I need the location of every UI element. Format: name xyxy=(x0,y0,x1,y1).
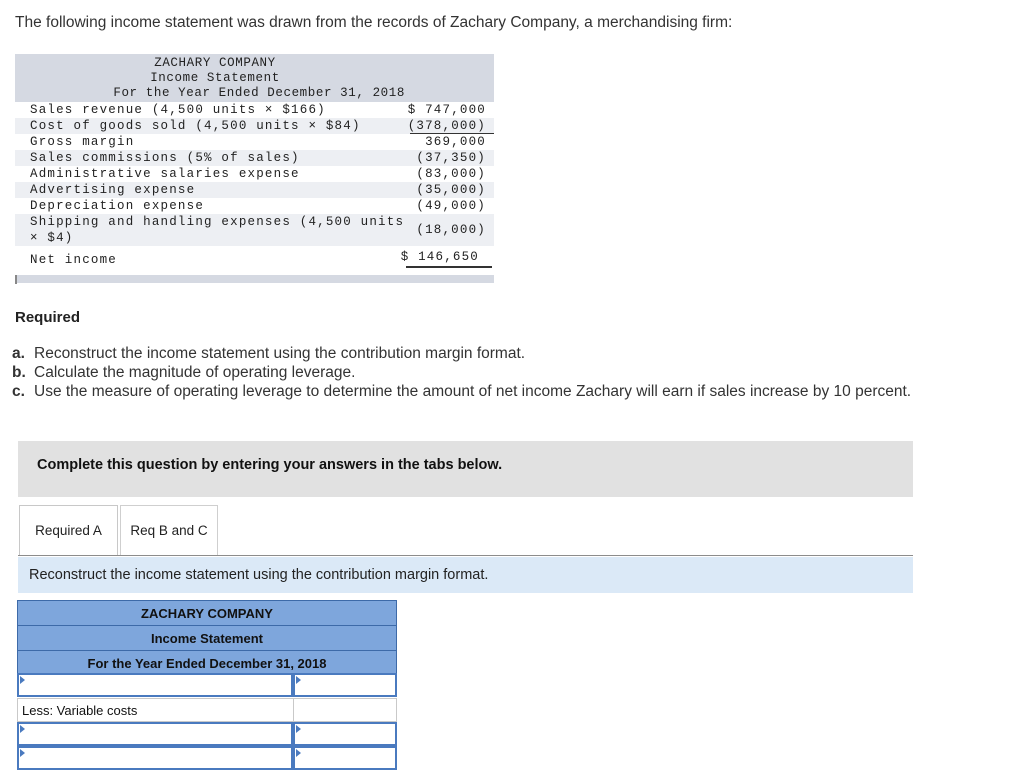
row-label: Advertising expense xyxy=(30,183,196,197)
tab-required-a[interactable] xyxy=(19,505,118,555)
row-label: Net income xyxy=(30,253,118,267)
row-value: (37,350) xyxy=(416,151,486,165)
answer-company: ZACHARY COMPANY xyxy=(17,600,397,626)
tab-label: Required A xyxy=(35,523,102,538)
required-item xyxy=(12,364,911,383)
instructions-box xyxy=(18,441,913,497)
line-item-select[interactable] xyxy=(17,746,293,770)
row-value: (49,000) xyxy=(416,199,486,213)
item-letter: a. xyxy=(12,345,25,362)
answer-title: Income Statement xyxy=(17,625,397,651)
total-double-underline xyxy=(406,266,492,268)
row-value: $ 146,650 xyxy=(400,250,479,264)
row-label: Shipping and handling expenses (4,500 units xyxy=(30,215,405,229)
statement-row xyxy=(15,166,494,182)
intro-text: The following income statement was drawn from the records of Zachary Company, a merchandising firm: xyxy=(15,14,733,31)
statement-row xyxy=(15,150,494,166)
item-text: Reconstruct the income statement using the contribution margin format. xyxy=(34,345,526,362)
statement-title: Income Statement xyxy=(150,71,280,85)
statement-footer-bar xyxy=(15,275,494,283)
amount-input[interactable] xyxy=(293,673,397,697)
row-value: 369,000 xyxy=(425,135,486,149)
row-label: Cost of goods sold (4,500 units × $84) xyxy=(30,119,361,133)
dropdown-marker-icon xyxy=(296,676,301,684)
statement-period: For the Year Ended December 31, 2018 xyxy=(113,86,405,100)
source-income-statement xyxy=(15,54,494,284)
answer-row xyxy=(17,673,397,697)
statement-row xyxy=(15,198,494,214)
dropdown-marker-icon xyxy=(20,676,25,684)
statement-header xyxy=(15,54,494,102)
instructions-text: Complete this question by entering your answers in the tabs below. xyxy=(37,457,503,473)
row-value: (378,000) xyxy=(407,119,486,133)
row-label: Depreciation expense xyxy=(30,199,205,213)
statement-row xyxy=(15,182,494,198)
amount-input[interactable] xyxy=(293,722,397,746)
row-label-continued: × $4) xyxy=(30,231,74,245)
variable-costs-label: Less: Variable costs xyxy=(17,698,294,722)
required-list xyxy=(12,345,911,402)
item-letter: c. xyxy=(12,383,25,400)
item-text: Use the measure of operating leverage to determine the amount of net income Zachary will earn if sales increase by 10 percent. xyxy=(34,383,912,400)
answer-period: For the Year Ended December 31, 2018 xyxy=(17,650,397,676)
statement-row xyxy=(15,102,494,118)
statement-row xyxy=(15,134,494,150)
tab-instruction-text: Reconstruct the income statement using the contribution margin format. xyxy=(29,567,489,583)
required-item xyxy=(12,345,911,364)
amount-cell xyxy=(293,698,397,722)
tab-label: Req B and C xyxy=(130,523,208,538)
row-label: Sales revenue (4,500 units × $166) xyxy=(30,103,326,117)
statement-company: ZACHARY COMPANY xyxy=(154,56,276,70)
statement-row xyxy=(15,214,494,246)
row-label: Sales commissions (5% of sales) xyxy=(30,151,300,165)
line-item-select[interactable] xyxy=(17,673,293,697)
line-item-select[interactable] xyxy=(17,722,293,746)
tab-instruction-bar xyxy=(18,557,913,593)
answer-row xyxy=(17,698,397,722)
required-heading: Required xyxy=(15,309,81,326)
dropdown-marker-icon xyxy=(296,725,301,733)
answer-row xyxy=(17,746,397,770)
row-value: (83,000) xyxy=(416,167,486,181)
amount-input[interactable] xyxy=(293,746,397,770)
tab-divider xyxy=(18,555,913,556)
item-text: Calculate the magnitude of operating leverage. xyxy=(34,364,356,381)
tab-req-b-and-c[interactable] xyxy=(120,505,218,555)
row-value: (18,000) xyxy=(416,223,486,237)
dropdown-marker-icon xyxy=(20,725,25,733)
statement-row xyxy=(15,118,494,134)
answer-row xyxy=(17,722,397,746)
row-value: (35,000) xyxy=(416,183,486,197)
statement-footer-tick xyxy=(15,275,17,284)
row-label: Administrative salaries expense xyxy=(30,167,300,181)
required-item xyxy=(12,383,911,402)
row-label: Gross margin xyxy=(30,135,135,149)
item-letter: b. xyxy=(12,364,26,381)
row-value: $ 747,000 xyxy=(407,103,486,117)
